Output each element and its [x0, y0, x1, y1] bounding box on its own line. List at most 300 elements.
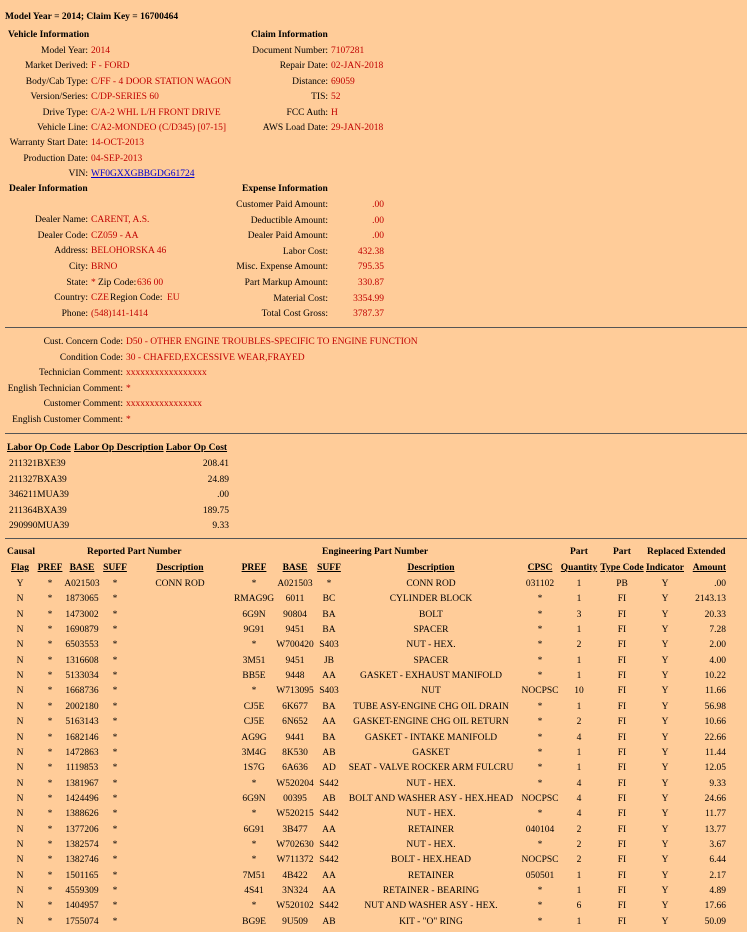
- dealer-field-label: Address:: [54, 246, 88, 257]
- parts-cell-indicator: Y: [661, 839, 669, 850]
- parts-cell-flag: N: [16, 686, 24, 697]
- parts-cell-indicator: Y: [661, 732, 669, 743]
- expense-field-value: .00: [372, 215, 384, 226]
- parts-cell-flag: N: [16, 701, 24, 712]
- parts-cell-engineering-pref: RMAG9G: [233, 594, 275, 605]
- parts-cell-reported-pref: *: [47, 855, 53, 866]
- claim-field-value: 69059: [331, 76, 355, 87]
- parts-cell-reported-base: 5163143: [65, 717, 99, 728]
- parts-cell-engineering-suff: AA: [322, 870, 336, 881]
- parts-cell-indicator: Y: [661, 824, 669, 835]
- parts-row: [0, 809, 747, 824]
- claim-field-value: 7107281: [331, 46, 365, 56]
- parts-cell-reported-base: 1668736: [65, 686, 99, 697]
- zip-value: 636 00: [137, 278, 164, 288]
- parts-cell-quantity: 1: [576, 916, 582, 927]
- divider: [5, 538, 747, 539]
- parts-cell-type-code: FI: [617, 625, 627, 636]
- parts-cell-quantity: 1: [576, 747, 582, 758]
- parts-cell-quantity: 2: [576, 855, 582, 866]
- parts-cell-engineering-pref: BG9E: [242, 916, 266, 927]
- parts-cell-quantity: 1: [576, 625, 582, 636]
- parts-cell-engineering-suff: BA: [322, 609, 336, 620]
- parts-cell-engineering-suff: S442: [319, 778, 339, 789]
- parts-cell-engineering-base: 00395: [283, 793, 307, 804]
- parts-cell-indicator: Y: [661, 916, 669, 927]
- parts-cell-engineering-description: CONN ROD: [406, 579, 456, 589]
- parts-cell-engineering-pref: *: [251, 839, 257, 850]
- parts-cell-reported-suff: *: [112, 916, 118, 927]
- parts-cell-engineering-pref: *: [251, 778, 257, 789]
- parts-cell-engineering-base: 9441: [285, 732, 305, 743]
- vehicle-field-label: Market Derived:: [24, 61, 88, 72]
- parts-cell-cpsc: NOCPSC: [521, 855, 559, 866]
- parts-cell-engineering-suff: S403: [319, 686, 339, 697]
- phone-value: (548)141-1414: [91, 309, 148, 319]
- parts-cell-amount: 4.89: [709, 886, 726, 896]
- parts-cell-reported-suff: *: [112, 717, 118, 728]
- expense-field-label: Customer Paid Amount:: [236, 200, 328, 210]
- parts-cell-type-code: FI: [617, 886, 627, 896]
- parts-group-causal: Causal: [7, 547, 35, 557]
- parts-cell-indicator: Y: [661, 793, 669, 804]
- parts-cell-cpsc: NOCPSC: [521, 793, 559, 804]
- parts-cell-reported-suff: *: [112, 778, 118, 789]
- parts-cell-engineering-suff: AD: [322, 763, 336, 774]
- parts-cell-engineering-suff: JB: [323, 655, 335, 666]
- parts-cell-amount: 56.98: [704, 701, 726, 712]
- parts-cell-amount: 11.66: [704, 686, 726, 697]
- vehicle-field-value: C/A2-MONDEO (C/D345) [07-15]: [91, 123, 227, 133]
- parts-cell-cpsc: *: [537, 701, 543, 712]
- parts-cell-type-code: FI: [617, 793, 627, 804]
- parts-cell-reported-base: 1473002: [65, 609, 99, 620]
- parts-header-reported-base: BASE: [69, 563, 95, 573]
- parts-cell-reported-pref: *: [47, 763, 53, 774]
- parts-cell-quantity: 4: [576, 778, 582, 789]
- parts-cell-engineering-pref: *: [251, 809, 257, 820]
- parts-cell-engineering-description: BOLT AND WASHER ASY - HEX.HEAD: [348, 793, 514, 804]
- parts-cell-engineering-suff: *: [326, 579, 332, 589]
- parts-cell-quantity: 1: [576, 870, 582, 881]
- labor-op-cost: .00: [217, 490, 229, 500]
- parts-cell-quantity: 1: [576, 671, 582, 682]
- vehicle-field-label: Vehicle Line:: [37, 123, 88, 133]
- parts-cell-reported-pref: *: [47, 747, 53, 758]
- parts-group-replaced: Replaced: [647, 547, 685, 557]
- parts-cell-reported-base: 1501165: [65, 870, 99, 881]
- parts-cell-flag: N: [16, 901, 24, 912]
- parts-cell-engineering-suff: S442: [319, 855, 339, 866]
- parts-cell-flag: N: [16, 640, 24, 651]
- parts-cell-cpsc: *: [537, 625, 543, 636]
- parts-cell-flag: N: [16, 763, 24, 774]
- parts-cell-engineering-suff: S442: [319, 839, 339, 850]
- parts-cell-engineering-suff: AB: [322, 793, 336, 804]
- expense-field-value: 432.38: [357, 246, 384, 257]
- parts-cell-reported-base: 1873065: [65, 594, 99, 605]
- parts-group-part-type: Part: [613, 547, 631, 557]
- zip-label: Zip Code:: [98, 278, 137, 288]
- parts-header-type-code: Type Code: [600, 563, 644, 573]
- parts-cell-amount: 12.05: [704, 763, 726, 774]
- parts-row: [0, 579, 747, 594]
- parts-cell-engineering-description: NUT: [421, 686, 441, 697]
- labor-op-cost: 189.75: [202, 505, 229, 516]
- parts-cell-type-code: FI: [617, 701, 627, 712]
- parts-cell-engineering-base: 6011: [285, 594, 305, 605]
- parts-cell-engineering-pref: 6G91: [243, 824, 265, 835]
- parts-cell-indicator: Y: [661, 747, 669, 758]
- parts-cell-reported-pref: *: [47, 870, 53, 881]
- comment-field-label: Condition Code:: [59, 352, 123, 363]
- parts-cell-amount: 50.09: [704, 916, 726, 927]
- parts-cell-reported-suff: *: [112, 732, 118, 743]
- expense-field-value: .00: [372, 231, 384, 242]
- parts-cell-reported-base: 4559309: [65, 886, 99, 896]
- parts-cell-engineering-pref: 1S7G: [243, 763, 265, 774]
- parts-row: [0, 748, 747, 763]
- vehicle-section-title: Vehicle Information: [8, 30, 90, 40]
- comment-field-value: xxxxxxxxxxxxxxxxx: [126, 368, 207, 378]
- parts-cell-indicator: Y: [661, 809, 669, 820]
- parts-cell-flag: Y: [16, 579, 24, 589]
- parts-cell-flag: N: [16, 778, 24, 789]
- parts-cell-engineering-base: 9448: [285, 671, 305, 682]
- parts-cell-reported-base: 5133034: [65, 671, 99, 682]
- parts-cell-engineering-description: KIT - "O" RING: [399, 916, 463, 927]
- parts-cell-type-code: FI: [617, 732, 627, 743]
- parts-cell-engineering-description: NUT - HEX.: [406, 640, 456, 651]
- parts-header-flag: Flag: [11, 563, 29, 573]
- parts-cell-reported-base: 1388626: [65, 809, 99, 820]
- parts-cell-flag: N: [16, 671, 24, 682]
- vin-link[interactable]: WF0GXXGBBGDG61724: [91, 169, 195, 179]
- parts-cell-reported-suff: *: [112, 579, 118, 589]
- parts-cell-quantity: 1: [576, 701, 582, 712]
- parts-cell-type-code: FI: [617, 855, 627, 866]
- vehicle-field-label: Model Year:: [41, 46, 88, 56]
- parts-cell-engineering-description: NUT AND WASHER ASY - HEX.: [364, 901, 498, 912]
- parts-cell-engineering-base: 9451: [285, 655, 305, 666]
- parts-cell-quantity: 2: [576, 640, 582, 651]
- parts-cell-cpsc: *: [537, 886, 543, 896]
- parts-cell-indicator: Y: [661, 686, 669, 697]
- parts-cell-type-code: FI: [617, 717, 627, 728]
- parts-cell-engineering-base: W520204: [276, 778, 314, 789]
- vehicle-field-value: C/DP-SERIES 60: [91, 92, 159, 103]
- parts-cell-engineering-suff: S442: [319, 901, 339, 912]
- expense-field-label: Part Markup Amount:: [244, 278, 328, 288]
- parts-cell-flag: N: [16, 916, 24, 927]
- parts-cell-engineering-description: RETAINER - BEARING: [382, 886, 480, 896]
- parts-cell-engineering-base: W711372: [276, 855, 314, 866]
- labor-op-code: 346211MUA39: [9, 490, 69, 500]
- parts-cell-engineering-description: RETAINER: [407, 824, 455, 835]
- parts-row: [0, 855, 747, 870]
- parts-row: [0, 640, 747, 655]
- parts-cell-amount: 20.33: [704, 609, 726, 620]
- parts-cell-reported-pref: *: [47, 886, 53, 896]
- parts-cell-reported-suff: *: [112, 870, 118, 881]
- parts-cell-reported-pref: *: [47, 824, 53, 835]
- parts-cell-indicator: Y: [661, 778, 669, 789]
- expense-field-label: Material Cost:: [273, 293, 328, 304]
- labor-op-code: 211321BXE39: [9, 459, 66, 469]
- dealer-field-label: Dealer Name:: [34, 215, 88, 225]
- parts-cell-cpsc: NOCPSC: [521, 686, 559, 697]
- parts-cell-cpsc: *: [537, 916, 543, 927]
- state-value: *: [91, 278, 96, 288]
- claim-field-value: 52: [331, 92, 341, 103]
- parts-header-engineering-suff: SUFF: [317, 563, 341, 573]
- labor-op-cost: 9.33: [212, 521, 229, 531]
- parts-cell-flag: N: [16, 793, 24, 804]
- parts-cell-reported-pref: *: [47, 594, 53, 605]
- parts-cell-engineering-suff: AA: [322, 671, 336, 682]
- parts-cell-amount: 3.67: [709, 839, 726, 850]
- parts-cell-engineering-base: 8K530: [282, 747, 308, 758]
- parts-cell-reported-pref: *: [47, 686, 53, 697]
- parts-cell-engineering-suff: S403: [319, 640, 339, 651]
- parts-cell-cpsc: *: [537, 763, 543, 774]
- parts-cell-flag: N: [16, 655, 24, 666]
- parts-cell-engineering-base: 6K677: [282, 701, 308, 712]
- parts-row: [0, 825, 747, 840]
- phone-label: Phone:: [61, 309, 88, 319]
- comment-field-value: *: [126, 383, 131, 394]
- parts-header-reported-pref: PREF: [37, 563, 63, 573]
- parts-cell-engineering-pref: *: [251, 579, 257, 589]
- parts-cell-reported-suff: *: [112, 809, 118, 820]
- parts-cell-engineering-description: BOLT - HEX.HEAD: [391, 855, 471, 866]
- parts-cell-indicator: Y: [661, 763, 669, 774]
- parts-cell-flag: N: [16, 809, 24, 820]
- parts-cell-reported-pref: *: [47, 809, 53, 820]
- parts-row: [0, 656, 747, 671]
- parts-cell-reported-base: 1119853: [65, 763, 99, 774]
- parts-cell-engineering-pref: AG9G: [241, 732, 267, 743]
- labor-op-code: 211327BXA39: [9, 474, 67, 485]
- parts-cell-engineering-pref: 6G9N: [242, 793, 266, 804]
- parts-cell-amount: 24.66: [704, 793, 726, 804]
- parts-cell-reported-pref: *: [47, 609, 53, 620]
- parts-cell-reported-suff: *: [112, 793, 118, 804]
- vehicle-field-value: C/FF - 4 DOOR STATION WAGON: [91, 76, 232, 87]
- expense-field-label: Deductible Amount:: [250, 215, 328, 226]
- parts-cell-reported-base: 1377206: [65, 824, 99, 835]
- parts-cell-amount: 2.17: [709, 870, 726, 881]
- parts-cell-engineering-pref: *: [251, 640, 257, 651]
- parts-cell-engineering-pref: 3M51: [242, 655, 266, 666]
- parts-cell-flag: N: [16, 747, 24, 758]
- parts-row: [0, 625, 747, 640]
- comment-field-value: 30 - CHAFED,EXCESSIVE WEAR,FRAYED: [126, 352, 305, 363]
- parts-cell-reported-pref: *: [47, 778, 53, 789]
- parts-cell-quantity: 10: [574, 686, 584, 697]
- parts-cell-amount: 4.00: [709, 655, 726, 666]
- parts-cell-type-code: FI: [617, 609, 627, 620]
- parts-cell-quantity: 4: [576, 732, 582, 743]
- parts-cell-amount: 2143.13: [695, 594, 726, 605]
- parts-cell-reported-suff: *: [112, 901, 118, 912]
- country-value: CZE: [91, 293, 109, 303]
- parts-cell-amount: 17.66: [704, 901, 726, 912]
- parts-cell-type-code: FI: [617, 594, 627, 605]
- parts-cell-engineering-description: RETAINER: [407, 870, 455, 881]
- parts-cell-engineering-suff: BA: [322, 732, 336, 743]
- claim-field-label: FCC Auth:: [286, 107, 328, 118]
- expense-field-value: 795.35: [357, 262, 384, 273]
- parts-cell-engineering-description: NUT - HEX.: [406, 809, 456, 820]
- parts-cell-cpsc: *: [537, 809, 543, 820]
- parts-cell-amount: 6.44: [709, 855, 726, 866]
- parts-group-reported: Reported Part Number: [87, 547, 182, 557]
- parts-cell-engineering-description: GASKET - INTAKE MANIFOLD: [364, 732, 498, 743]
- parts-cell-engineering-suff: AA: [322, 824, 336, 835]
- dealer-field-label: Dealer Code:: [37, 230, 88, 241]
- comment-field-label: English Customer Comment:: [12, 414, 123, 425]
- parts-cell-engineering-pref: CJ5E: [243, 717, 265, 728]
- parts-row: [0, 610, 747, 625]
- parts-cell-engineering-description: TUBE ASY-ENGINE CHG OIL DRAIN: [353, 701, 509, 712]
- parts-cell-engineering-base: 6N652: [282, 717, 308, 728]
- parts-cell-reported-suff: *: [112, 747, 118, 758]
- parts-cell-flag: N: [16, 839, 24, 850]
- parts-cell-engineering-pref: 7M51: [242, 870, 266, 881]
- parts-cell-type-code: FI: [617, 824, 627, 835]
- parts-header-engineering-description: Description: [407, 563, 455, 573]
- parts-cell-reported-base: 1682146: [65, 732, 99, 743]
- parts-cell-cpsc: 031102: [525, 579, 555, 589]
- parts-cell-engineering-suff: BA: [322, 701, 336, 712]
- parts-cell-quantity: 2: [576, 839, 582, 850]
- parts-cell-reported-pref: *: [47, 793, 53, 804]
- parts-cell-engineering-suff: BA: [322, 625, 336, 636]
- parts-cell-engineering-base: 3N324: [282, 886, 308, 896]
- parts-cell-indicator: Y: [661, 870, 669, 881]
- parts-cell-flag: N: [16, 870, 24, 881]
- parts-cell-cpsc: 040104: [525, 824, 555, 835]
- comment-field-label: English Technician Comment:: [7, 383, 123, 394]
- parts-cell-reported-base: 1382746: [65, 855, 99, 866]
- parts-cell-reported-base: 1755074: [65, 916, 99, 927]
- parts-cell-amount: 10.66: [704, 717, 726, 728]
- parts-cell-reported-base: 6503553: [65, 640, 99, 651]
- parts-cell-amount: 11.44: [704, 747, 726, 758]
- parts-cell-amount: 11.77: [704, 809, 726, 820]
- expense-field-label: Dealer Paid Amount:: [247, 231, 328, 242]
- parts-header-indicator: Indicator: [646, 563, 684, 573]
- parts-cell-type-code: FI: [617, 916, 627, 927]
- parts-group-engineering: Engineering Part Number: [322, 547, 429, 557]
- parts-cell-engineering-suff: AB: [322, 747, 336, 758]
- parts-cell-type-code: FI: [617, 686, 627, 697]
- parts-cell-quantity: 4: [576, 809, 582, 820]
- parts-cell-reported-base: 1404957: [65, 901, 99, 912]
- parts-cell-engineering-suff: AA: [322, 717, 336, 728]
- dealer-field-value: BELOHORSKA 46: [91, 246, 167, 257]
- parts-cell-engineering-description: GASKET-ENGINE CHG OIL RETURN: [353, 717, 509, 728]
- parts-cell-reported-pref: *: [47, 701, 53, 712]
- expense-field-label: Total Cost Gross:: [261, 309, 328, 320]
- labor-op-cost: 208.41: [202, 459, 229, 469]
- parts-cell-type-code: FI: [617, 655, 627, 666]
- vehicle-field-value: F - FORD: [91, 61, 130, 72]
- vehicle-field-value: 04-SEP-2013: [91, 153, 143, 164]
- parts-cell-reported-suff: *: [112, 655, 118, 666]
- parts-cell-engineering-description: NUT - HEX.: [406, 839, 456, 850]
- parts-cell-amount: 13.77: [704, 824, 726, 835]
- parts-cell-type-code: FI: [617, 901, 627, 912]
- vin-label: VIN:: [68, 169, 88, 179]
- vehicle-field-value: 2014: [91, 46, 110, 56]
- parts-cell-amount: 22.66: [704, 732, 726, 743]
- parts-cell-engineering-description: BOLT: [419, 609, 443, 620]
- parts-cell-engineering-pref: 3M4G: [241, 747, 267, 758]
- parts-row: [0, 717, 747, 732]
- claim-field-label: AWS Load Date:: [262, 123, 328, 133]
- parts-row: [0, 733, 747, 748]
- expense-field-label: Labor Cost:: [282, 246, 328, 257]
- parts-cell-engineering-suff: AA: [322, 886, 336, 896]
- parts-cell-engineering-description: CYLINDER BLOCK: [389, 594, 473, 605]
- vehicle-field-value: 14-OCT-2013: [91, 138, 144, 149]
- parts-cell-indicator: Y: [661, 655, 669, 666]
- parts-cell-cpsc: *: [537, 839, 543, 850]
- dealer-field-label: City:: [68, 261, 88, 272]
- parts-cell-engineering-base: 9U509: [282, 916, 308, 927]
- parts-cell-type-code: FI: [617, 763, 627, 774]
- parts-cell-quantity: 1: [576, 579, 582, 589]
- parts-cell-flag: N: [16, 824, 24, 835]
- parts-cell-flag: N: [16, 732, 24, 743]
- expense-field-value: 3787.37: [353, 309, 384, 320]
- parts-cell-cpsc: *: [537, 609, 543, 620]
- parts-cell-reported-pref: *: [47, 839, 53, 850]
- parts-cell-reported-pref: *: [47, 625, 53, 636]
- parts-cell-reported-base: 2002180: [65, 701, 99, 712]
- parts-row: [0, 671, 747, 686]
- dealer-section-title: Dealer Information: [9, 184, 88, 194]
- parts-cell-engineering-description: SPACER: [413, 625, 449, 636]
- parts-cell-engineering-pref: CJ5E: [243, 701, 265, 712]
- vehicle-field-label: Production Date:: [23, 153, 88, 164]
- parts-cell-reported-base: 1690879: [65, 625, 99, 636]
- region-label: Region Code:: [110, 293, 163, 303]
- parts-cell-cpsc: *: [537, 901, 543, 912]
- parts-cell-quantity: 1: [576, 886, 582, 896]
- parts-cell-quantity: 2: [576, 717, 582, 728]
- vehicle-field-label: Version/Series:: [30, 92, 88, 103]
- comment-field-value: xxxxxxxxxxxxxxxx: [126, 399, 202, 409]
- parts-row: [0, 779, 747, 794]
- parts-cell-indicator: Y: [661, 901, 669, 912]
- dealer-field-value: BRNO: [91, 261, 118, 272]
- parts-cell-reported-suff: *: [112, 671, 118, 682]
- parts-group-part-quantity: Part: [570, 547, 588, 557]
- parts-row: [0, 917, 747, 932]
- parts-cell-reported-description: CONN ROD: [155, 579, 205, 589]
- expense-field-value: .00: [372, 200, 384, 210]
- vehicle-field-label: Body/Cab Type:: [25, 76, 88, 87]
- parts-cell-reported-pref: *: [47, 579, 53, 589]
- parts-cell-reported-suff: *: [112, 686, 118, 697]
- claim-field-value: 02-JAN-2018: [331, 61, 384, 72]
- parts-cell-reported-suff: *: [112, 701, 118, 712]
- parts-cell-amount: 2.00: [709, 640, 726, 651]
- region-value: EU: [167, 293, 180, 303]
